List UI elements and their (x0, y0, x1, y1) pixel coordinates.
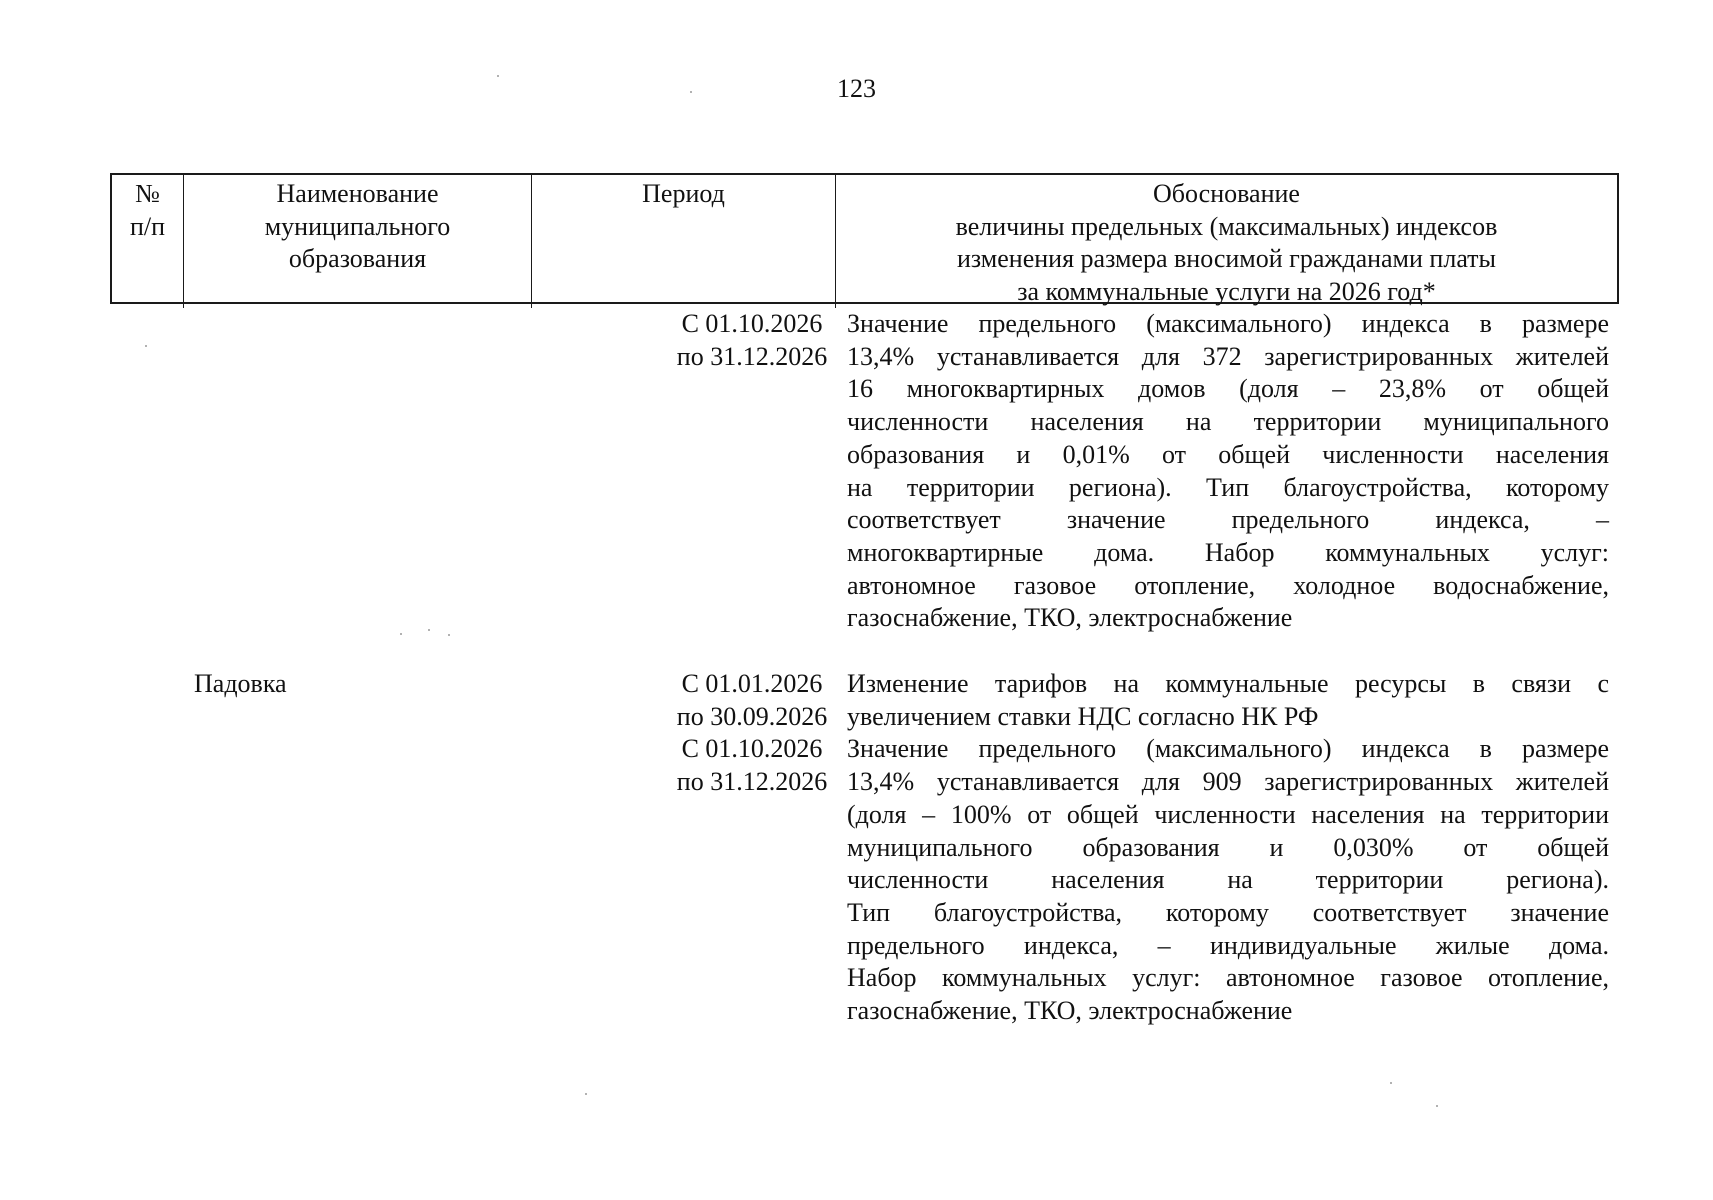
basis-line: муниципального образования и 0,030% от общей (847, 832, 1609, 862)
header-period-column (532, 175, 836, 308)
basis-line: Набор коммунальных услуг: автономное газовое отопление, (847, 963, 1609, 993)
scan-speck (1390, 1082, 1392, 1084)
header-number-column (112, 175, 184, 308)
page-number: 123 (837, 74, 876, 103)
basis-line: газоснабжение, ТКО, электроснабжение (847, 603, 1293, 633)
basis-line: увеличением ставки НДС согласно НК РФ (847, 701, 1319, 731)
scan-speck (585, 1093, 587, 1095)
period-line: С 01.10.2026 (681, 309, 823, 338)
header-text: № (135, 179, 160, 208)
basis-line: Значение предельного (максимального) индекса в размере (847, 309, 1609, 338)
basis-cell (847, 308, 1609, 635)
header-text: Период (642, 179, 725, 208)
period-line: по 30.09.2026 (676, 701, 828, 731)
basis-line: (доля – 100% от общей численности населения на территории (847, 799, 1609, 829)
header-municipality-column (184, 175, 532, 308)
basis-line: образования и 0,01% от общей численности населения (847, 439, 1609, 469)
period-line: по 31.12.2026 (676, 341, 828, 371)
header-basis-column (836, 175, 1617, 308)
basis-line: 13,4% устанавливается для 909 зарегистрированных жителей (847, 767, 1609, 797)
municipality-name: Падовка (194, 669, 287, 698)
basis-line: численности населения на территории региона). (847, 865, 1609, 895)
table-header (110, 173, 1619, 304)
header-text: образования (288, 244, 427, 273)
header-text: за коммунальные услуги на 2026 год* (1017, 276, 1436, 306)
basis-line: Тип благоустройства, которому соответствует значение (847, 897, 1609, 927)
basis-line: соответствует значение предельного индекса, – (847, 505, 1609, 535)
basis-line: численности населения на территории муниципального (847, 407, 1609, 437)
scan-speck (1436, 1105, 1438, 1107)
period-line: С 01.01.2026 (681, 669, 823, 698)
basis-line: 16 многоквартирных домов (доля – 23,8% от общей (847, 374, 1609, 404)
header-text: Обоснование (1153, 179, 1300, 208)
basis-line: автономное газовое отопление, холодное водоснабжение, (847, 570, 1609, 600)
header-text: величины предельных (максимальных) индексов (955, 211, 1498, 241)
period-line: С 01.10.2026 (681, 734, 823, 764)
header-text: муниципального (264, 211, 451, 241)
basis-line: предельного индекса, – индивидуальные жилые дома. (847, 930, 1609, 960)
scan-speck (448, 634, 450, 636)
basis-cell (847, 668, 1609, 1028)
basis-line: на территории региона). Тип благоустройства, которому (847, 472, 1609, 502)
basis-line: 13,4% устанавливается для 372 зарегистрированных жителей (847, 341, 1609, 371)
scan-speck (497, 75, 499, 77)
basis-line: Значение предельного (максимального) индекса в размере (847, 734, 1609, 764)
scan-speck (428, 629, 430, 631)
scan-speck (145, 345, 147, 347)
header-text: изменения размера вносимой гражданами платы (956, 244, 1497, 273)
basis-line: газоснабжение, ТКО, электроснабжение (847, 996, 1293, 1026)
basis-line: многоквартирные дома. Набор коммунальных услуг: (847, 537, 1609, 567)
basis-line: Изменение тарифов на коммунальные ресурсы в связи с (847, 669, 1609, 698)
header-text: п/п (129, 211, 166, 241)
scan-speck (690, 91, 692, 93)
period-line: по 31.12.2026 (676, 767, 828, 797)
header-text: Наименование (276, 179, 439, 208)
scan-speck (400, 633, 402, 635)
